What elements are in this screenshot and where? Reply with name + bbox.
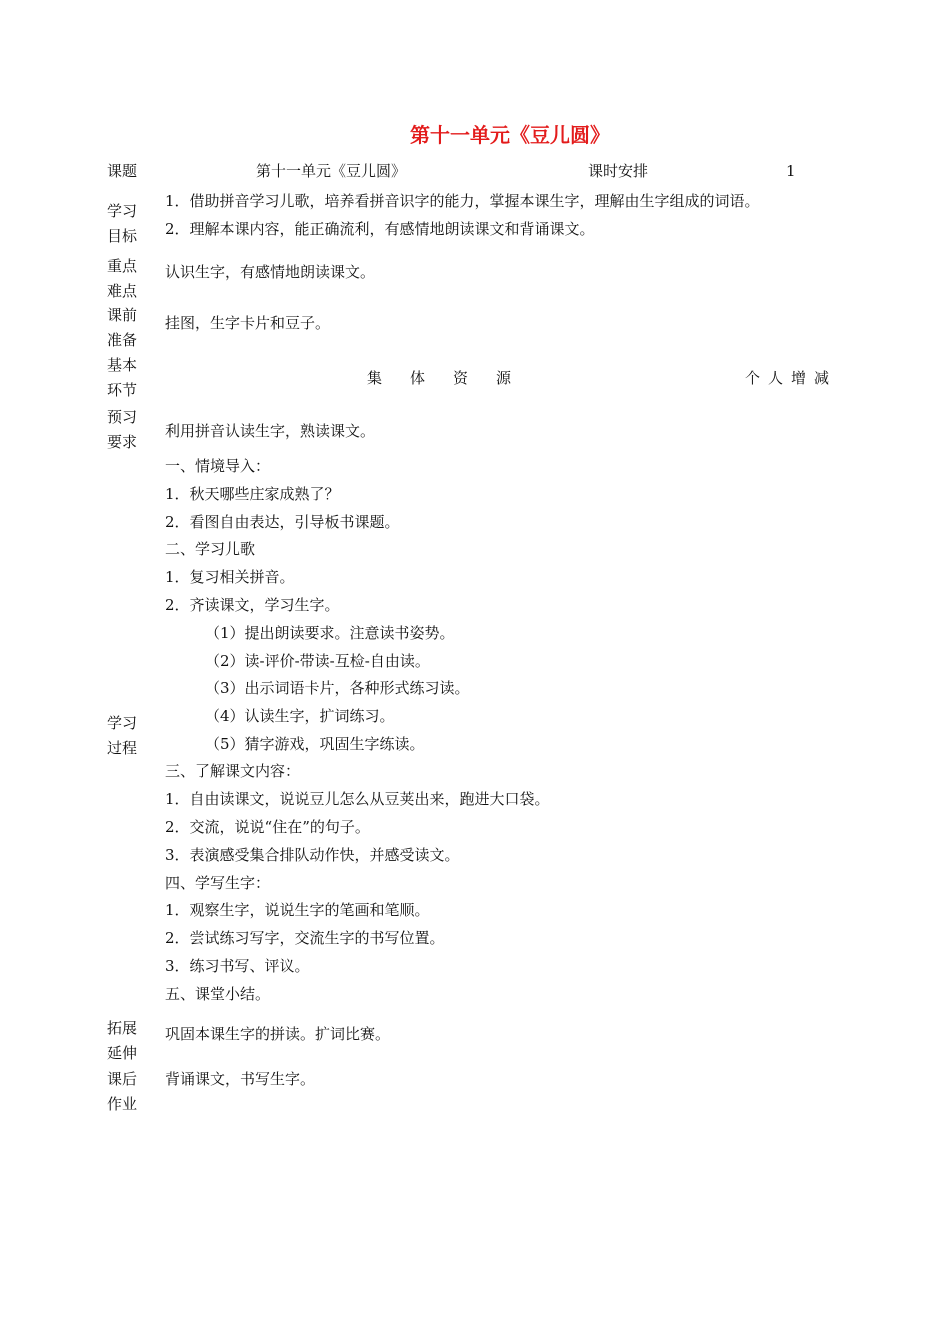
objective-item: 1．借助拼音学习儿歌，培养看拼音识字的能力，掌握本课生字，理解由生字组成的词语。	[165, 192, 760, 210]
basic-steps-label-1: 基本	[107, 356, 138, 374]
process-line: （4）认读生字，扩词练习。	[205, 707, 395, 725]
objectives-label-2: 目标	[107, 227, 138, 245]
objectives-label-1: 学习	[107, 202, 138, 220]
process-line: 1．复习相关拼音。	[165, 568, 295, 586]
process-line: 1．秋天哪些庄家成熟了？	[165, 485, 340, 503]
preview-label-1: 预习	[107, 408, 138, 426]
preview-text: 利用拼音认读生字，熟读课文。	[165, 422, 376, 440]
preparation-label-1: 课前	[107, 306, 138, 324]
process-line: 一、情境导入：	[165, 457, 271, 475]
process-line: 三、了解课文内容：	[165, 762, 301, 780]
schedule-value: 1	[786, 162, 796, 180]
homework-label-2: 作业	[107, 1095, 138, 1113]
process-line: （5）猜字游戏，巩固生字练读。	[205, 735, 425, 753]
process-label-2: 过程	[107, 739, 138, 757]
preparation-text: 挂图，生字卡片和豆子。	[165, 314, 331, 332]
key-points-label-2: 难点	[107, 282, 138, 300]
preparation-label-2: 准备	[107, 331, 138, 349]
objective-item: 2．理解本课内容，能正确流利，有感情地朗读课文和背诵课文。	[165, 220, 595, 238]
topic-value: 第十一单元《豆儿圆》	[256, 162, 407, 180]
preview-label-2: 要求	[107, 433, 138, 451]
process-line: 2．尝试练习写字，交流生字的书写位置。	[165, 929, 445, 947]
process-line: （3）出示词语卡片，各种形式练习读。	[205, 679, 470, 697]
process-line: （1）提出朗读要求。注意读书姿势。	[205, 624, 455, 642]
homework-text: 背诵课文，书写生字。	[165, 1070, 316, 1088]
process-line: （2）读-评价-带读-互检-自由读。	[205, 652, 430, 670]
process-line: 1．自由读课文，说说豆儿怎么从豆荚出来，跑进大口袋。	[165, 790, 550, 808]
process-line: 3．练习书写、评议。	[165, 957, 310, 975]
basic-steps-label-2: 环节	[107, 381, 138, 399]
topic-label: 课题	[107, 162, 138, 180]
process-line: 二、学习儿歌	[165, 540, 256, 558]
extension-label-2: 延伸	[107, 1044, 138, 1062]
process-line: 四、学写生字：	[165, 874, 271, 892]
process-line: 1．观察生字，说说生字的笔画和笔顺。	[165, 901, 430, 919]
page-title: 第十一单元《豆儿圆》	[410, 123, 610, 147]
key-points-label-1: 重点	[107, 257, 138, 275]
process-line: 2．看图自由表达，引导板书课题。	[165, 513, 400, 531]
extension-label-1: 拓展	[107, 1019, 138, 1037]
collective-resources-header: 集体资源	[367, 369, 540, 387]
homework-label-1: 课后	[107, 1070, 138, 1088]
process-label-1: 学习	[107, 714, 138, 732]
process-line: 2．齐读课文，学习生字。	[165, 596, 340, 614]
personal-adjustments-header: 个人增减	[745, 369, 838, 387]
process-line: 五、课堂小结。	[165, 985, 271, 1003]
key-points-text: 认识生字，有感情地朗读课文。	[165, 263, 376, 281]
process-line: 2．交流，说说“住在”的句子。	[165, 818, 370, 836]
schedule-label: 课时安排	[588, 162, 649, 180]
process-line: 3．表演感受集合排队动作快，并感受读文。	[165, 846, 460, 864]
extension-text: 巩固本课生字的拼读。扩词比赛。	[165, 1025, 391, 1043]
